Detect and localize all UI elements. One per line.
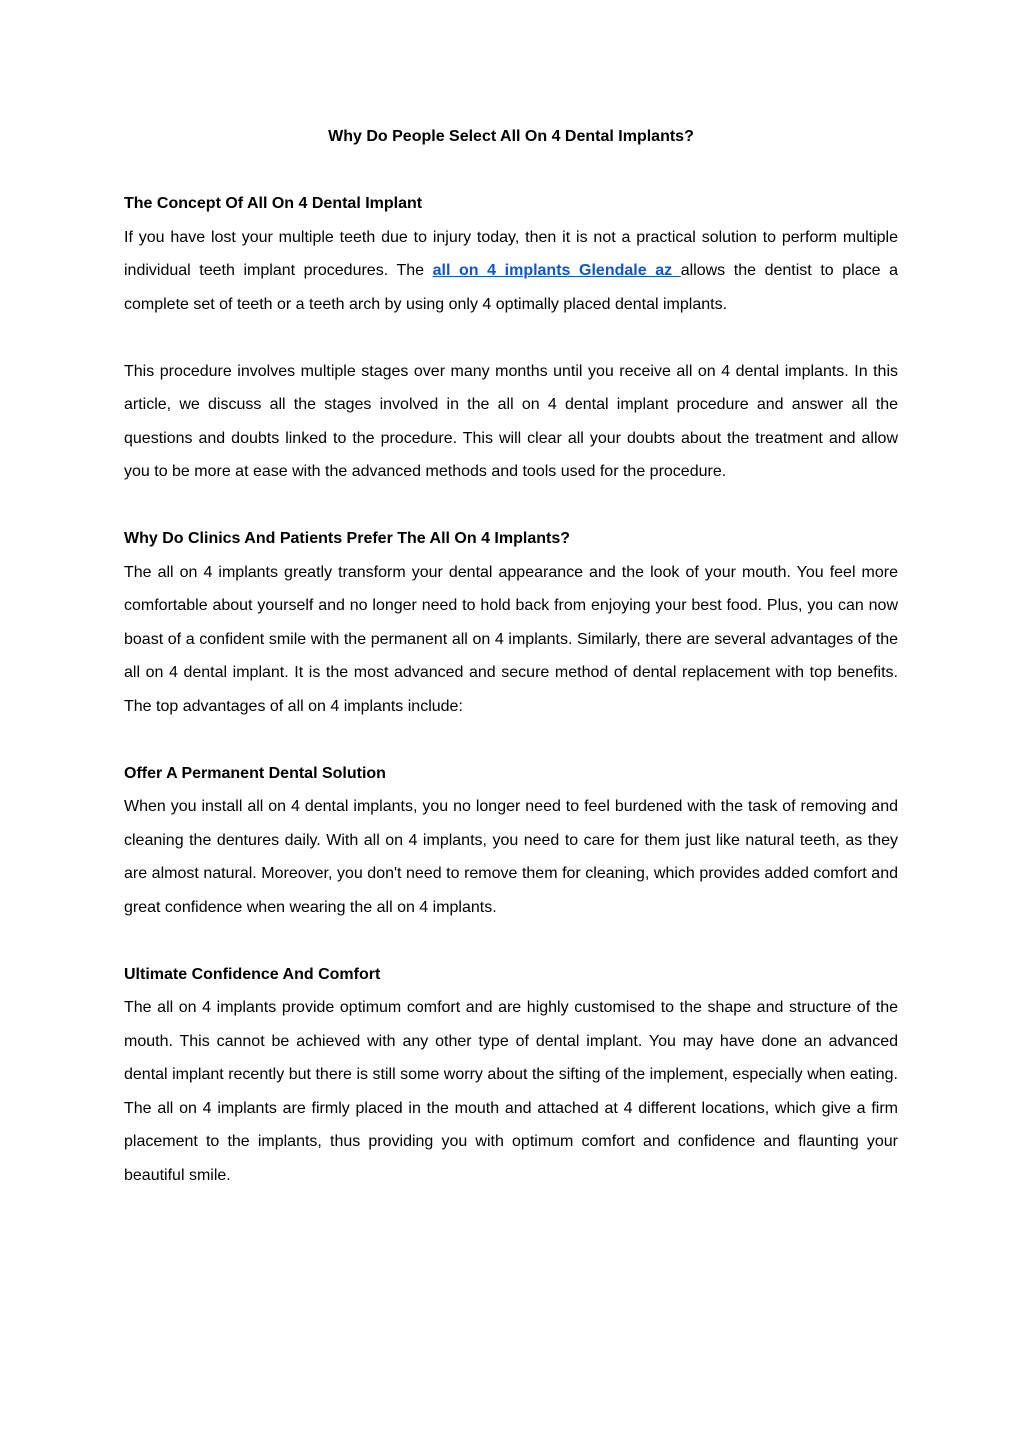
section-heading-why-prefer: Why Do Clinics And Patients Prefer The All On 4 Implants? — [124, 530, 570, 547]
spacer — [124, 154, 898, 188]
section-heading-confidence: Ultimate Confidence And Comfort — [124, 965, 381, 983]
section-heading-concept: The Concept Of All On 4 Dental Implant — [124, 195, 423, 212]
section-paragraph-confidence: The all on 4 implants provide optimum comfort and are highly customised to the shape and structure of the mouth. This cannot be achieved with any other type of dental implant. You may have done an advanced dental implant recently but there is still some worry about the sifting of the implement, especially when eating. The all on 4 implants are firmly placed in the mouth and attached at 4 different locations, which give a firm placement to the implants, thus providing you with optimum comfort and confidence and flaunting your beautiful smile. — [124, 999, 898, 1184]
section-paragraph-why-prefer: The all on 4 implants greatly transform your dental appearance and the look of your mouth. You feel more comfortable about yourself and no longer need to hold back from enjoying your best food. Plus, you can now boast of a confident smile with the permanent all on 4 implants. Similarly, there are several advantages of the all on 4 dental implant. It is the most advanced and secure method of dental replacement with top benefits. The top advantages of all on 4 implants include: — [124, 563, 898, 715]
spacer — [124, 321, 898, 355]
section-paragraph-procedure: This procedure involves multiple stages over many months until you receive all on 4 dental implants. In this article, we discuss all the stages involved in the all on 4 dental implant procedure and answer all the questions and doubts linked to the procedure. This will clear all your doubts about the treatment and allow you to be more at ease with the advanced methods and tools used for the procedure. — [124, 362, 898, 480]
document-page — [124, 120, 898, 1192]
section-paragraph-permanent: When you install all on 4 dental implants, you no longer need to feel burdened with the task of removing and cleaning the dentures daily. With all on 4 implants, you need to care for them just like natural teeth, as they are almost natural. Moreover, you don't need to remove them for cleaning, which provides added comfort and great confidence when wearing the all on 4 implants. — [124, 798, 898, 916]
document-title: Why Do People Select All On 4 Dental Implants? — [328, 128, 694, 145]
glendale-implants-link[interactable]: all on 4 implants Glendale az — [432, 262, 681, 279]
paragraph-text: If you have lost your multiple teeth due to injury today, then it is not a practical solution to perform multiple individual teeth implant procedures. The — [124, 228, 898, 279]
spacer — [124, 924, 898, 958]
spacer — [124, 489, 898, 523]
section-paragraph-concept — [124, 221, 898, 322]
paragraph-text: allows the dentist to place a complete set of teeth or a teeth arch by using only 4 optimally placed dental implants. — [124, 262, 899, 313]
section-heading-permanent: Offer A Permanent Dental Solution — [124, 764, 386, 782]
spacer — [124, 723, 898, 757]
